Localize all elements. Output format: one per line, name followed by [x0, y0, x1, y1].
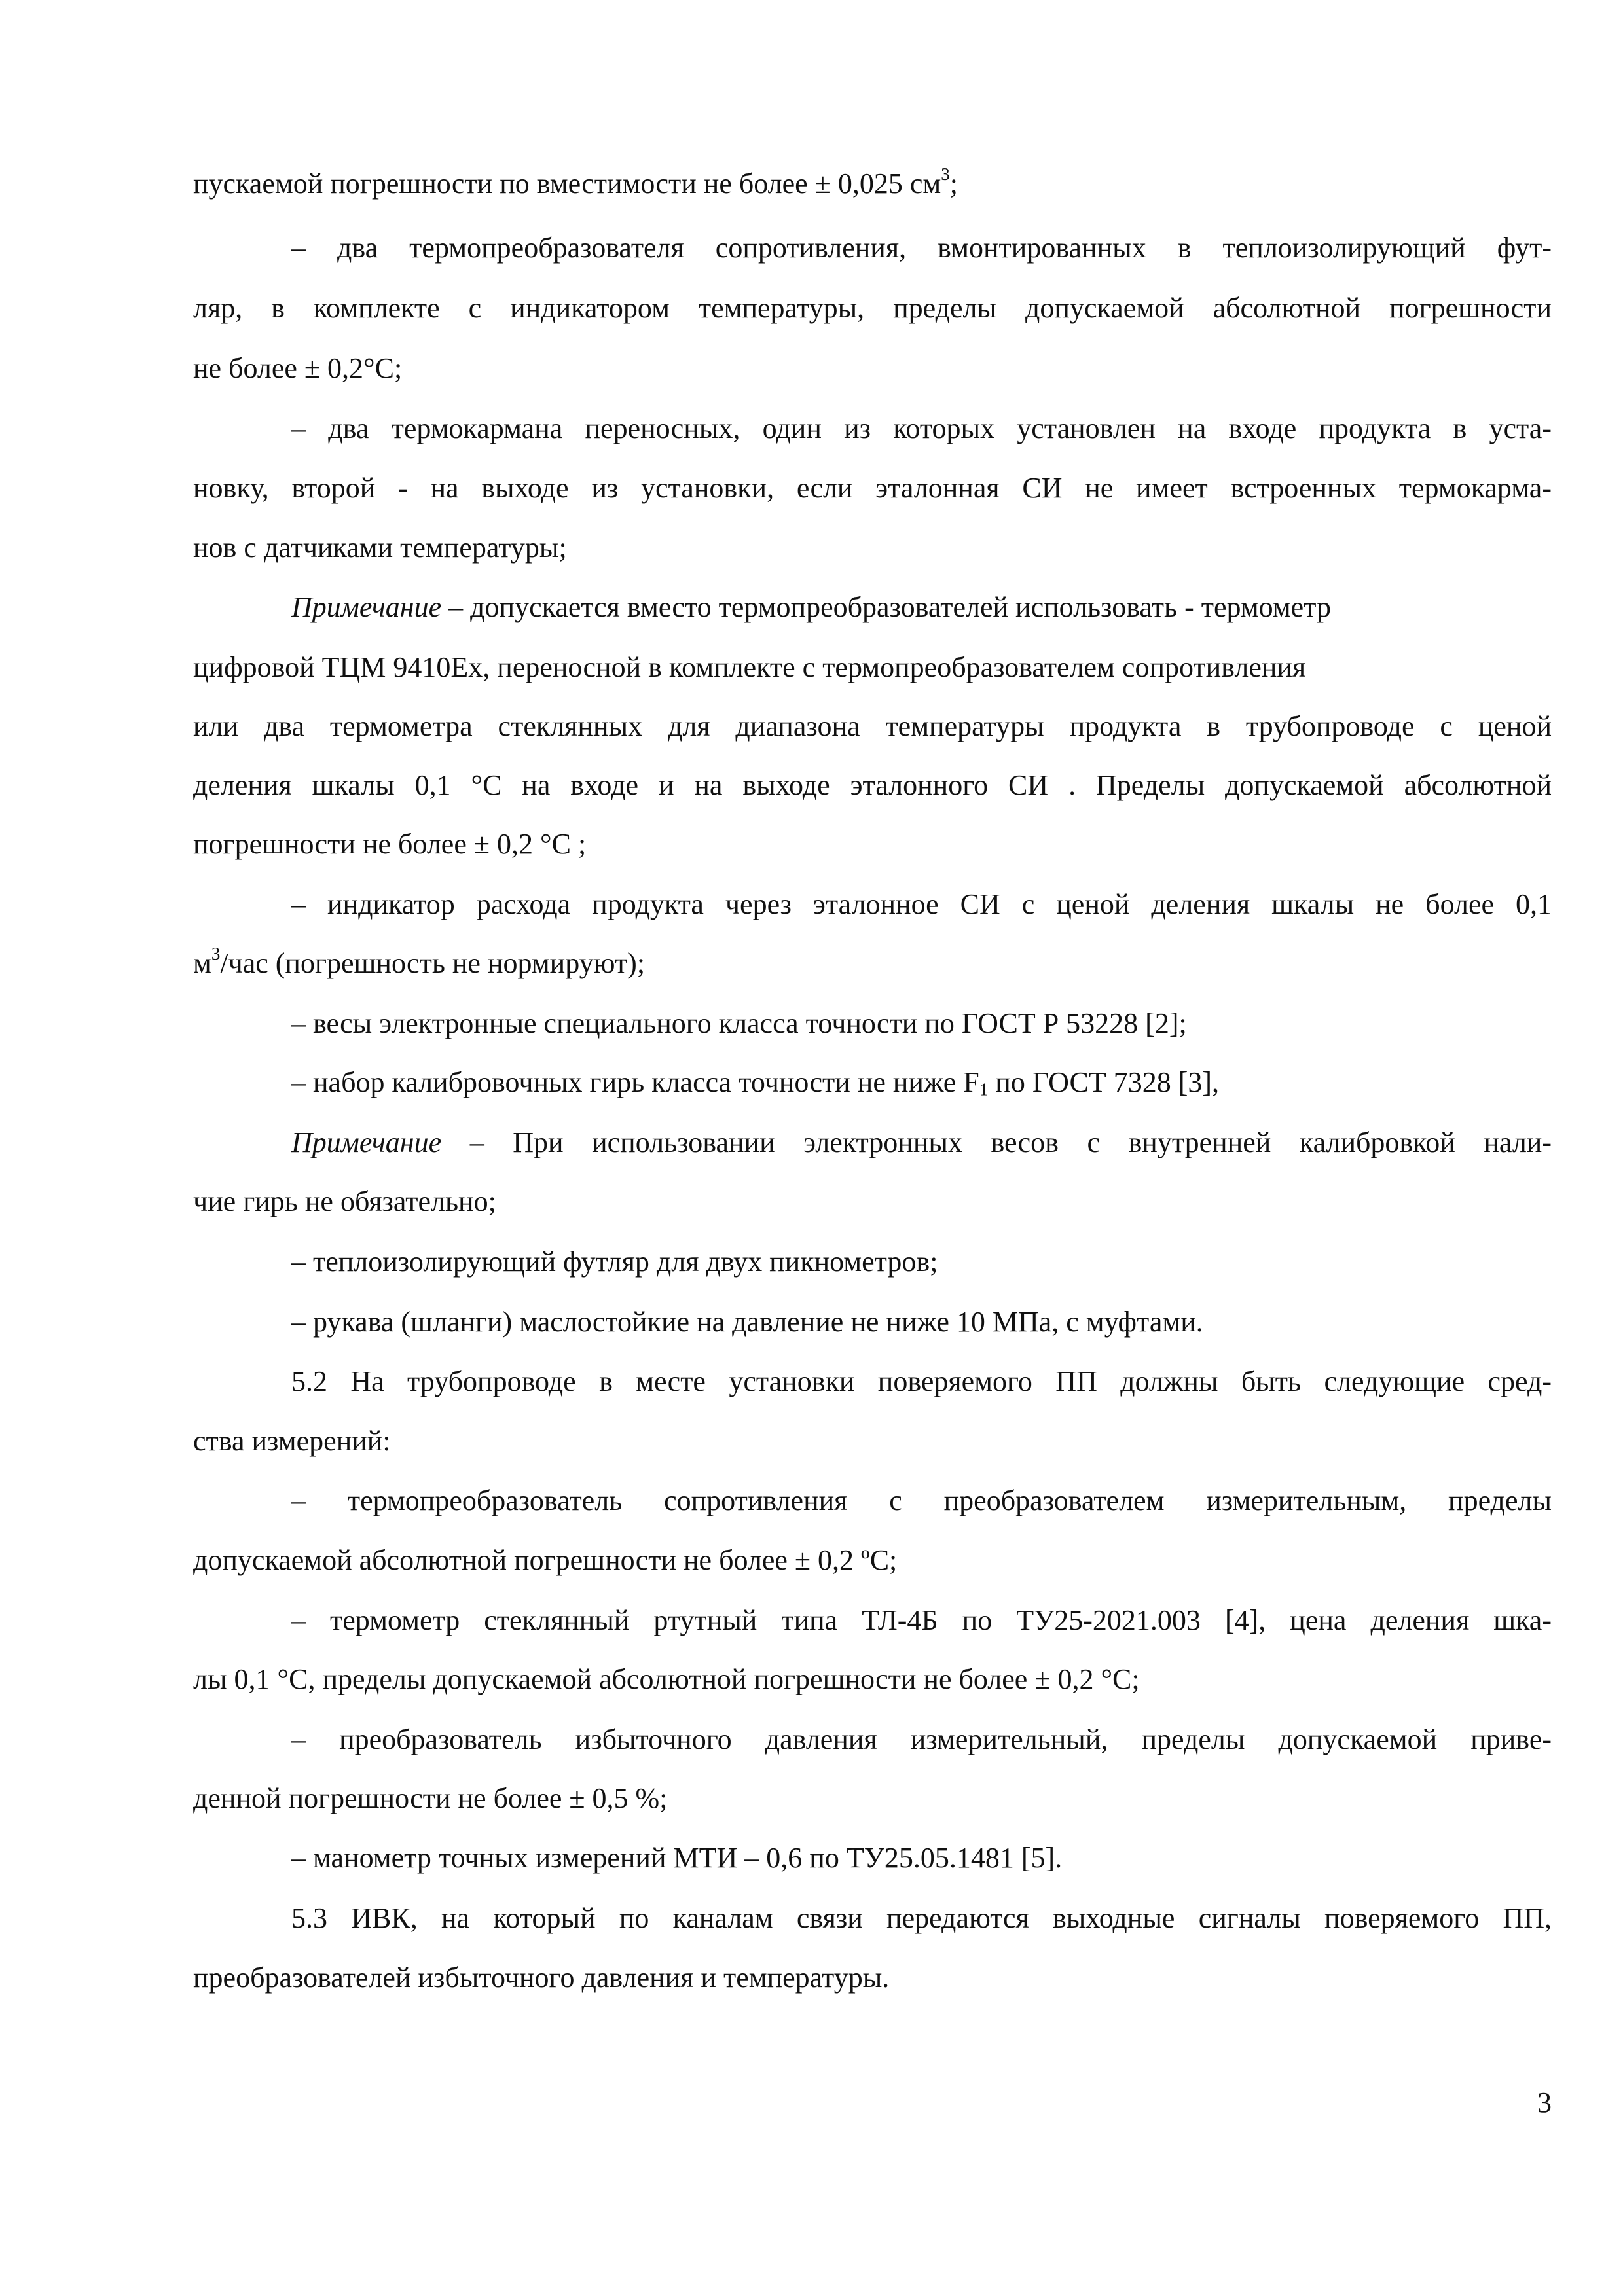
note-label: Примечание [291, 1126, 442, 1158]
text-line: – весы электронные специального класса точности по ГОСТ Р 53228 [2]; [291, 1007, 1187, 1039]
text-span: м [193, 947, 211, 979]
text-line: 5.2 На трубопроводе в месте установки поверяемого ПП должны быть следующие сред- [291, 1365, 1552, 1397]
text-line: нов с датчиками температуры; [193, 531, 567, 564]
page-number: 3 [1537, 2087, 1552, 2119]
text-line [193, 166, 1552, 202]
text-line: ляр, в комплекте с индикатором температуры, пределы допускаемой абсолютной погрешности [193, 292, 1552, 324]
text-line: преобразователей избыточного давления и температуры. [193, 1962, 890, 1994]
text-line: – рукава (шланги) маслостойкие на давление не ниже 10 МПа, с муфтами. [291, 1306, 1203, 1338]
text-span: – допускается вместо термопреобразователей использовать - термометр [441, 591, 1331, 623]
text-line: – термопреобразователь сопротивления с преобразователем измерительным, пределы [291, 1484, 1552, 1516]
text-span: – набор калибровочных гирь класса точности не ниже F [291, 1066, 979, 1098]
text-line: погрешности не более ± 0,2 °С ; [193, 828, 587, 860]
text-line: – преобразователь избыточного давления измерительный, пределы допускаемой приве- [291, 1723, 1552, 1755]
text-line: деления шкалы 0,1 °С на входе и на выходе эталонного СИ . Пределы допускаемой абсолютной [193, 769, 1552, 801]
text-line [193, 945, 1552, 982]
text-span: ; [949, 168, 958, 200]
text-line: лы 0,1 °С, пределы допускаемой абсолютной погрешности не более ± 0,2 °С; [193, 1663, 1140, 1695]
text-line: – два термопреобразователя сопротивления, вмонтированных в теплоизолирующий фут- [291, 232, 1552, 264]
text-line: – индикатор расхода продукта через эталонное СИ с ценой деления шкалы не более 0,1 [291, 888, 1552, 920]
text-line [291, 589, 1552, 626]
note-label: Примечание [291, 591, 442, 623]
subscript: 1 [979, 1079, 989, 1100]
text-line: ства измерений: [193, 1425, 391, 1457]
text-line: новку, второй - на выходе из установки, если эталонная СИ не имеет встроенных термокарма- [193, 472, 1552, 504]
superscript: 3 [941, 164, 950, 184]
text-line: денной погрешности не более ± 0,5 %; [193, 1782, 668, 1814]
text-line: – термометр стеклянный ртутный типа ТЛ-4Б по ТУ25-2021.003 [4], цена деления шка- [291, 1604, 1552, 1636]
text-line: чие гирь не обязательно; [193, 1185, 496, 1217]
text-span: – При использовании электронных весов с внутренней калибровкой нали- [441, 1126, 1552, 1158]
text-line: – два термокармана переносных, один из которых установлен на входе продукта в уста- [291, 412, 1552, 444]
text-line: – теплоизолирующий футляр для двух пикнометров; [291, 1246, 938, 1278]
text-line: допускаемой абсолютной погрешности не более ± 0,2 ºС; [193, 1544, 898, 1576]
text-span: /час (погрешность не нормируют); [220, 947, 646, 979]
text-span: пускаемой погрешности по вместимости не более ± 0,025 см [193, 168, 941, 200]
text-span: по ГОСТ 7328 [3], [988, 1066, 1220, 1098]
text-line: не более ± 0,2°С; [193, 352, 403, 384]
text-line: или два термометра стеклянных для диапазона температуры продукта в трубопроводе с ценой [193, 710, 1552, 742]
text-line [291, 1124, 1552, 1161]
superscript: 3 [211, 943, 221, 963]
text-line [291, 1064, 1552, 1101]
text-line: 5.3 ИВК, на который по каналам связи передаются выходные сигналы поверяемого ПП, [291, 1902, 1552, 1934]
text-line: – манометр точных измерений МТИ – 0,6 по ТУ25.05.1481 [5]. [291, 1842, 1063, 1874]
text-line: цифровой ТЦМ 9410Ех, переносной в комплекте с термопреобразователем сопротивления [193, 651, 1306, 683]
